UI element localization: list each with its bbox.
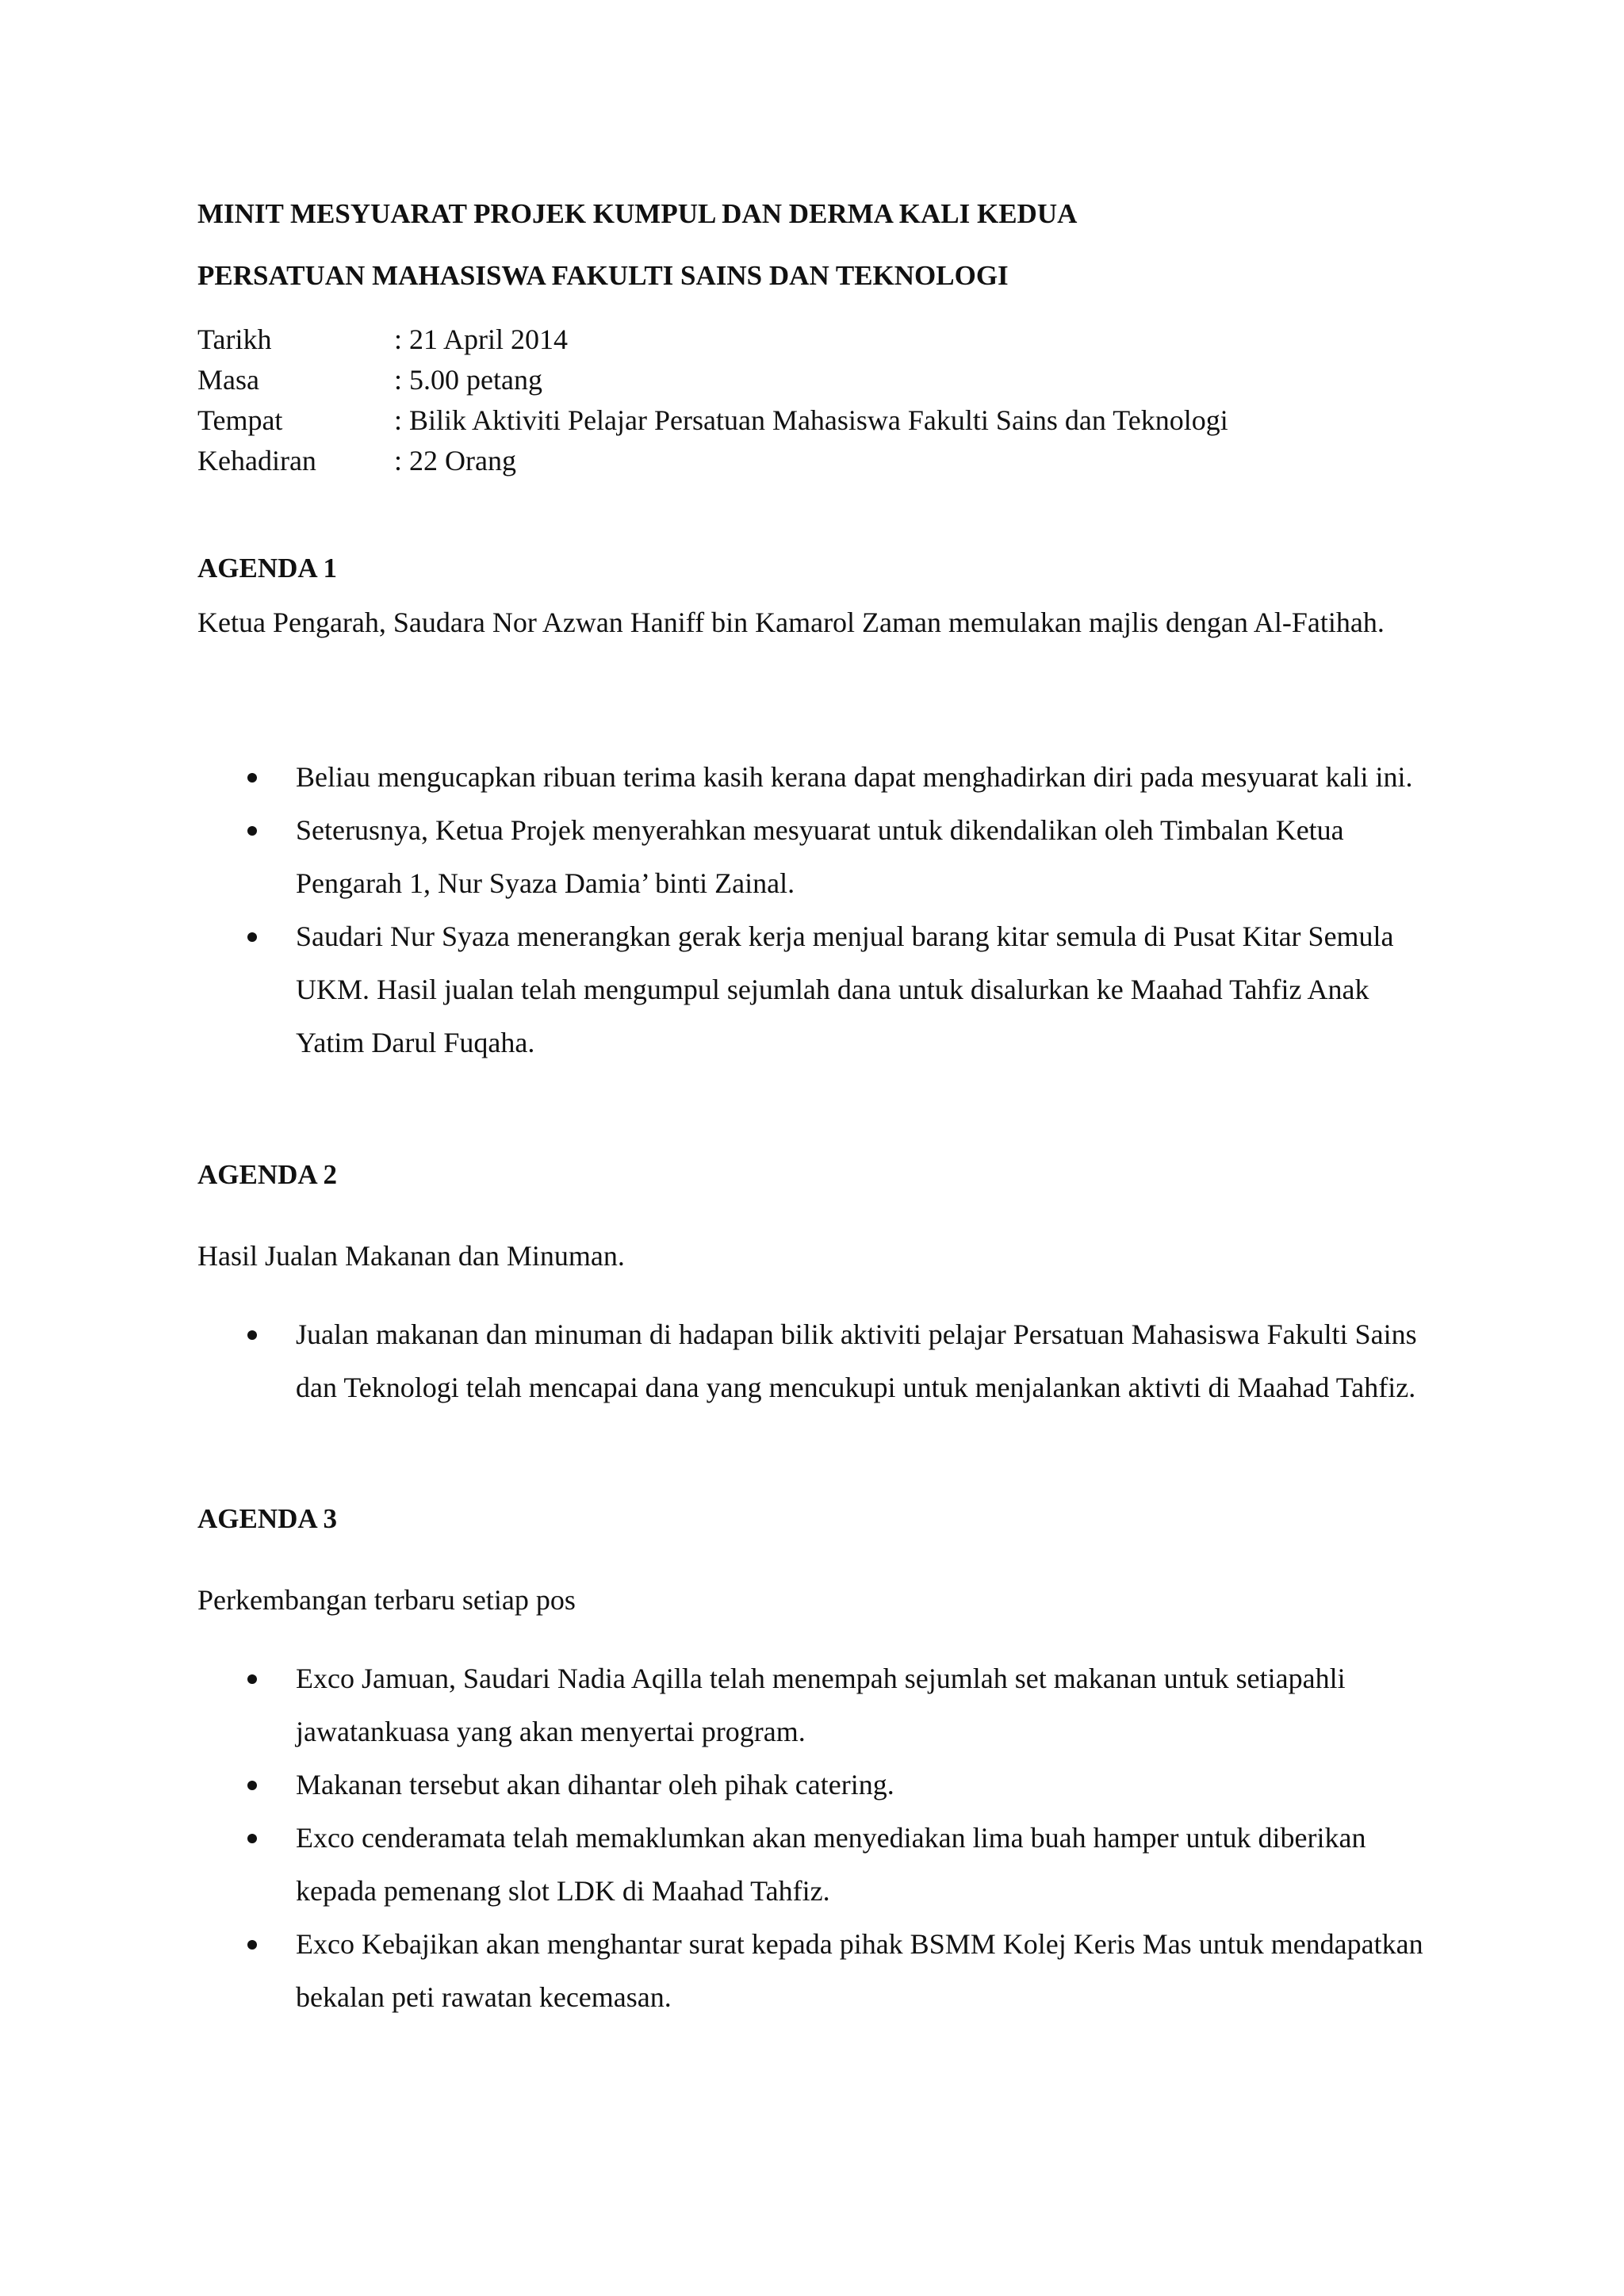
agenda-1-intro: Ketua Pengarah, Saudara Nor Azwan Haniff bin Kamarol Zaman memulakan majlis dengan Al-Fatihah. (197, 607, 1385, 638)
agenda-2-heading: AGENDA 2 (197, 1159, 337, 1190)
agenda-2-intro: Hasil Jualan Makanan dan Minuman. (197, 1240, 625, 1272)
list-item-text: Exco Jamuan, Saudari Nadia Aqilla telah menempah sejumlah set makanan untuk setiapahli jawatankuasa yang akan menyertai program. (296, 1663, 1346, 1747)
list-item-text: Beliau mengucapkan ribuan terima kasih kerana dapat menghadirkan diri pada mesyuarat kali ini. (296, 761, 1413, 793)
meta-value: : 22 Orang (394, 445, 516, 476)
agenda-1-heading: AGENDA 1 (197, 553, 337, 584)
meta-label: Tarikh (197, 323, 272, 355)
list-item-text: Makanan tersebut akan dihantar oleh pihak catering. (296, 1769, 894, 1800)
bullet-icon (247, 1308, 271, 1361)
list-item-text: Seterusnya, Ketua Projek menyerahkan mesyuarat untuk dikendalikan oleh Timbalan Ketua Pengarah 1, Nur Syaza Damia’ binti Zainal. (296, 814, 1344, 899)
meta-label: Kehadiran (197, 445, 316, 476)
list-item (197, 910, 1434, 1070)
meta-row-date (197, 320, 1228, 360)
document-title: MINIT MESYUARAT PROJEK KUMPUL DAN DERMA KALI KEDUA (197, 198, 1078, 229)
list-item-text: Exco Kebajikan akan menghantar surat kepada pihak BSMM Kolej Keris Mas untuk mendapatkan bekalan peti rawatan kecemasan. (296, 1928, 1423, 2013)
meta-row-venue (197, 400, 1228, 441)
list-item (197, 1308, 1434, 1414)
agenda-3-heading: AGENDA 3 (197, 1503, 337, 1534)
list-item (197, 751, 1434, 804)
list-item (197, 1758, 1434, 1812)
meta-row-time (197, 360, 1228, 400)
list-item-text: Jualan makanan dan minuman di hadapan bilik aktiviti pelajar Persatuan Mahasiswa Fakulti Sains dan Teknologi telah mencapai dana yang mencukupi untuk menjalankan aktivti di Maahad Tahfiz. (296, 1318, 1417, 1403)
meta-value: : Bilik Aktiviti Pelajar Persatuan Mahasiswa Fakulti Sains dan Teknologi (394, 404, 1228, 436)
list-item-text: Saudari Nur Syaza menerangkan gerak kerja menjual barang kitar semula di Pusat Kitar Semula UKM. Hasil jualan telah mengumpul sejumlah dana untuk disalurkan ke Maahad Tahfiz Anak Yatim Darul Fuqaha. (296, 920, 1394, 1058)
bullet-icon (247, 1812, 271, 1865)
agenda-3-intro: Perkembangan terbaru setiap pos (197, 1584, 576, 1616)
list-item (197, 1812, 1434, 1918)
document-subtitle: PERSATUAN MAHASISWA FAKULTI SAINS DAN TEKNOLOGI (197, 260, 1009, 291)
bullet-icon (247, 1918, 271, 1971)
bullet-icon (247, 751, 271, 804)
meta-label: Tempat (197, 404, 283, 436)
meta-label: Masa (197, 364, 259, 396)
meta-row-attendance (197, 441, 1228, 481)
bullet-icon (247, 804, 271, 857)
list-item (197, 1918, 1434, 2024)
bullet-icon (247, 1758, 271, 1812)
list-item (197, 804, 1434, 910)
list-item (197, 1652, 1434, 1758)
agenda-2-bullet-list (197, 1308, 1434, 1414)
agenda-1-bullet-list (197, 751, 1434, 1070)
bullet-icon (247, 1652, 271, 1705)
meeting-details (197, 320, 1228, 481)
meta-value: : 5.00 petang (394, 364, 542, 396)
list-item-text: Exco cenderamata telah memaklumkan akan menyediakan lima buah hamper untuk diberikan kepada pemenang slot LDK di Maahad Tahfiz. (296, 1822, 1366, 1907)
bullet-icon (247, 910, 271, 963)
meta-value: : 21 April 2014 (394, 323, 569, 355)
agenda-3-bullet-list (197, 1652, 1434, 2024)
document-page (197, 0, 1434, 2296)
